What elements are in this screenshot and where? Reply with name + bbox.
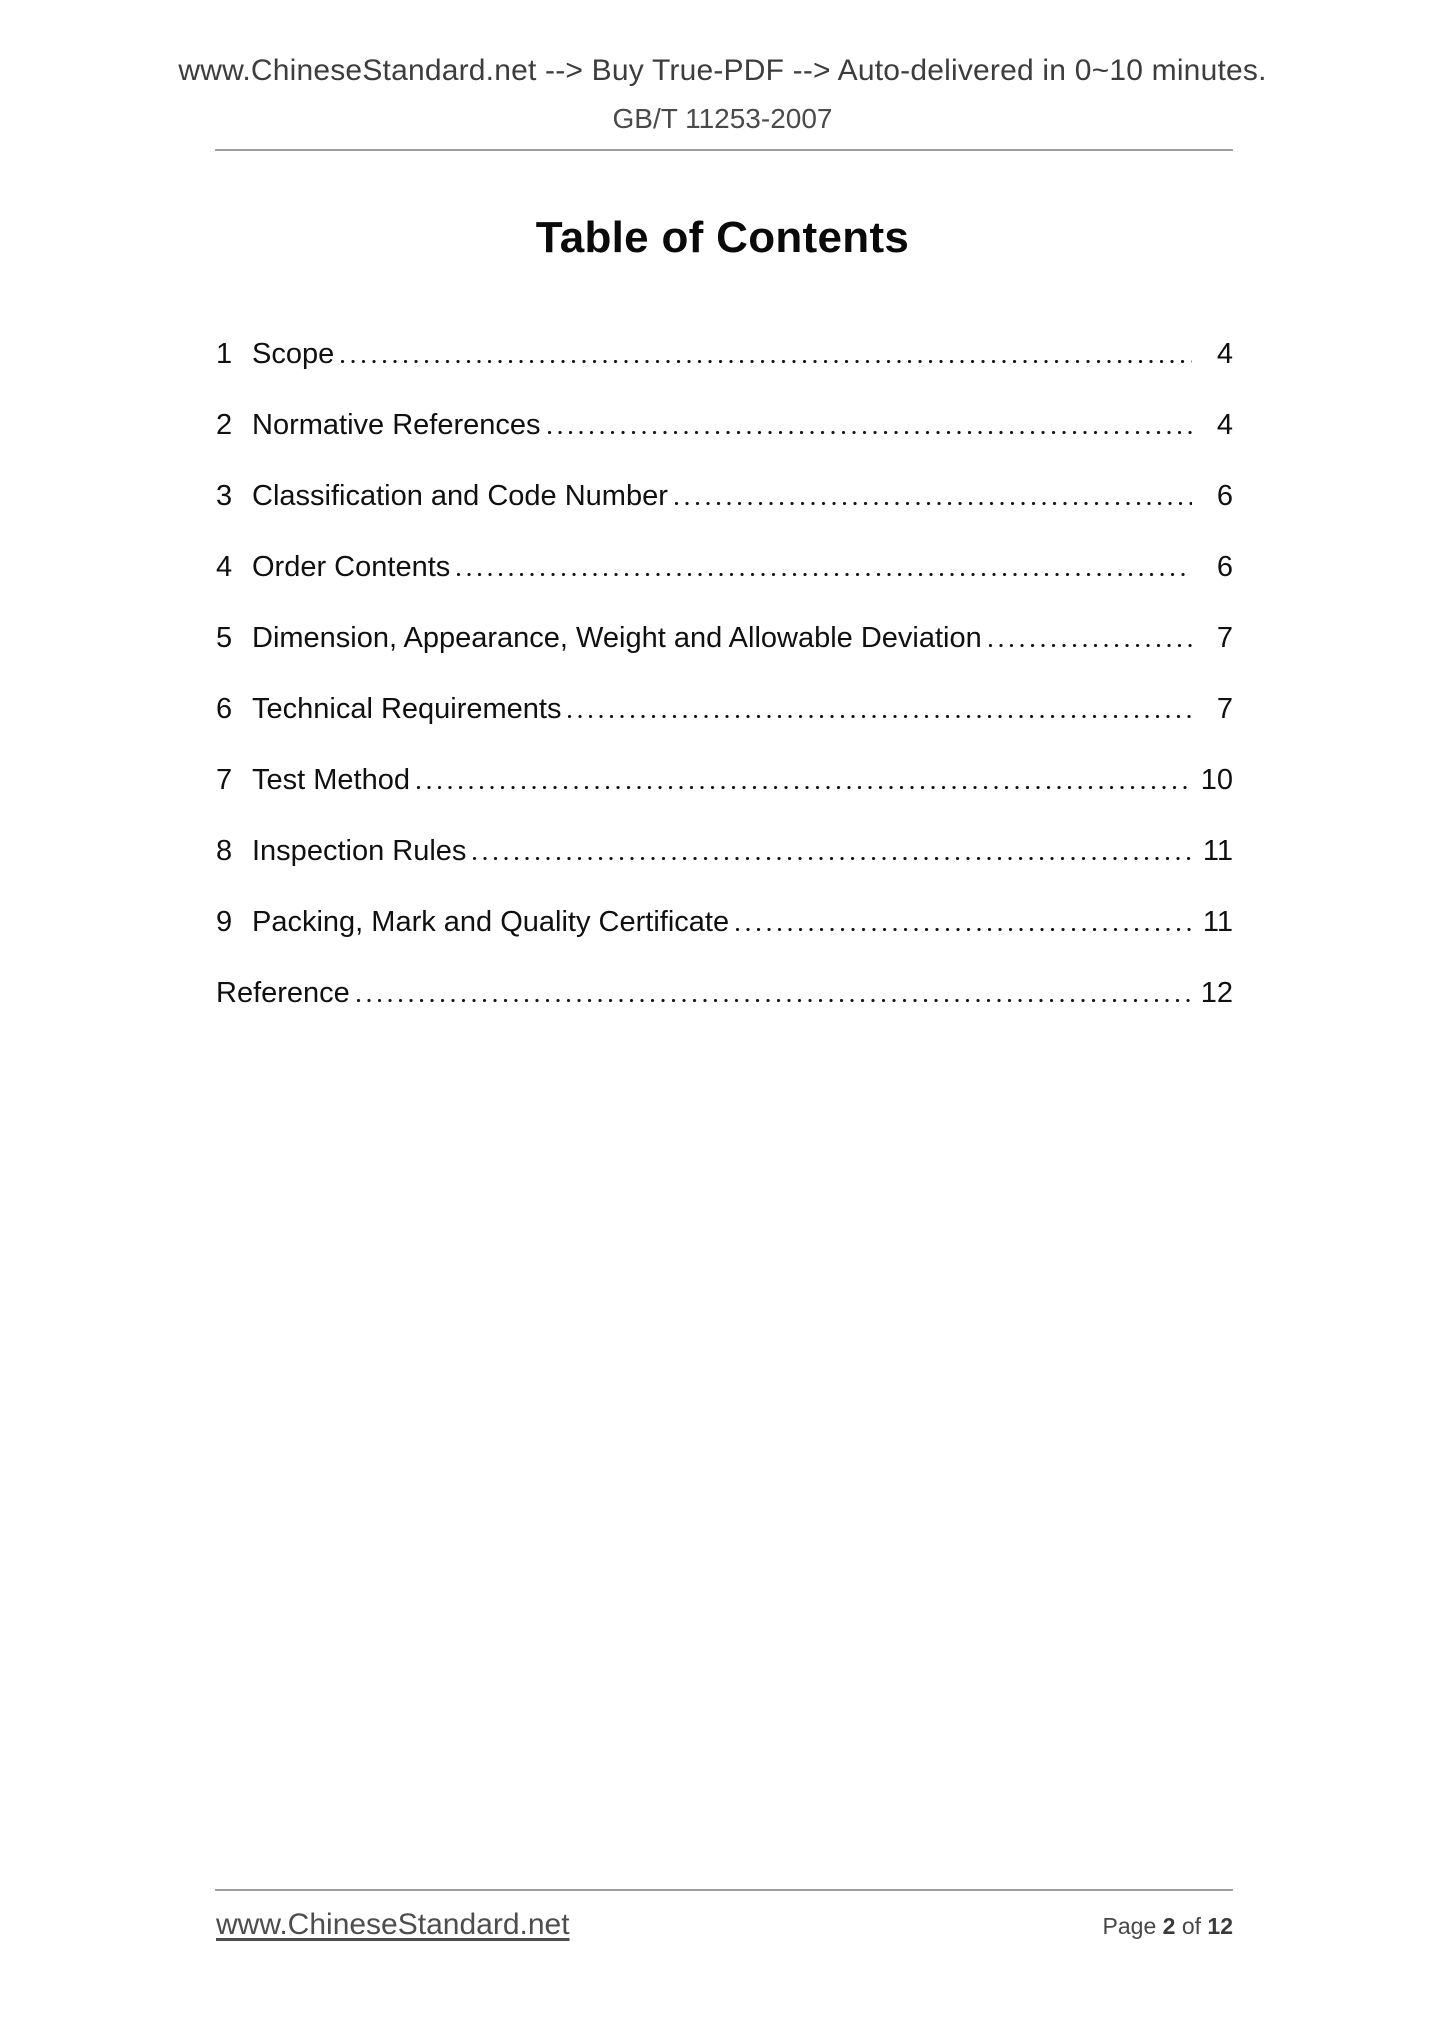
toc-entry-number: 5 bbox=[216, 622, 233, 654]
toc-entry-label: Scope bbox=[252, 338, 335, 370]
toc-entry-page-number: 11 bbox=[1202, 906, 1233, 938]
toc-entry bbox=[216, 906, 1233, 977]
footer-divider bbox=[215, 1889, 1233, 1891]
toc-entry-label: Packing, Mark and Quality Certificate bbox=[252, 906, 730, 938]
toc-entry-page-number: 4 bbox=[1216, 409, 1233, 441]
toc-entry-page-number: 11 bbox=[1202, 835, 1233, 867]
footer-page-of: of bbox=[1181, 1913, 1202, 1939]
toc-entry-page-number: 6 bbox=[1216, 480, 1233, 512]
toc-entry-page-number: 7 bbox=[1216, 622, 1233, 654]
toc-dot-leader bbox=[568, 715, 1192, 718]
toc-entry-page-number: 4 bbox=[1216, 338, 1233, 370]
toc-entry bbox=[216, 764, 1233, 835]
toc-entry-number: 2 bbox=[216, 409, 233, 441]
toc-entry-label: Classification and Code Number bbox=[252, 480, 668, 512]
toc-dot-leader bbox=[989, 644, 1192, 647]
toc-list bbox=[216, 338, 1233, 1048]
footer-page-indicator bbox=[1103, 1913, 1233, 1940]
toc-entry-number: 3 bbox=[216, 480, 233, 512]
toc-entry bbox=[216, 622, 1233, 693]
toc-entry bbox=[216, 551, 1233, 622]
toc-entry-page-number: 6 bbox=[1216, 551, 1233, 583]
toc-entry bbox=[216, 409, 1233, 480]
toc-entry-number: 7 bbox=[216, 764, 233, 796]
toc-entry-number: 6 bbox=[216, 693, 233, 725]
header-banner-text: www.ChineseStandard.net --> Buy True-PDF --> Auto-delivered in 0~10 minutes. bbox=[178, 54, 1267, 87]
toc-dot-leader bbox=[675, 502, 1192, 505]
toc-entry-page-number: 12 bbox=[1200, 977, 1233, 1009]
footer-site-link[interactable]: www.ChineseStandard.net bbox=[216, 1908, 570, 1941]
toc-entry-label: Dimension, Appearance, Weight and Allowable Deviation bbox=[252, 622, 982, 654]
toc-entry-label: Reference bbox=[216, 977, 350, 1009]
toc-dot-leader bbox=[417, 786, 1192, 789]
toc-dot-leader bbox=[341, 360, 1192, 363]
toc-entry bbox=[216, 977, 1233, 1048]
toc-dot-leader bbox=[548, 431, 1193, 434]
toc-dot-leader bbox=[736, 928, 1192, 931]
toc-entry bbox=[216, 693, 1233, 764]
footer-page-current: 2 bbox=[1162, 1913, 1176, 1939]
footer-page-prefix: Page bbox=[1102, 1913, 1157, 1939]
toc-entry-label: Normative References bbox=[252, 409, 541, 441]
toc-entry-label: Test Method bbox=[252, 764, 410, 796]
toc-entry-page-number: 10 bbox=[1200, 764, 1233, 796]
toc-entry-number: 9 bbox=[216, 906, 233, 938]
toc-entry-label: Technical Requirements bbox=[252, 693, 562, 725]
footer bbox=[216, 1908, 1233, 1942]
toc-entry bbox=[216, 835, 1233, 906]
toc-entry bbox=[216, 480, 1233, 551]
toc-dot-leader bbox=[357, 999, 1192, 1002]
toc-entry-label: Order Contents bbox=[252, 551, 451, 583]
toc-entry-number: 4 bbox=[216, 551, 233, 583]
toc-entry-number: 8 bbox=[216, 835, 233, 867]
header-doc-code: GB/T 11253-2007 bbox=[612, 103, 833, 134]
toc-entry-label: Inspection Rules bbox=[252, 835, 467, 867]
header-divider bbox=[215, 149, 1233, 151]
toc-dot-leader bbox=[457, 573, 1192, 576]
toc-entry-page-number: 7 bbox=[1216, 693, 1233, 725]
toc-dot-leader bbox=[473, 857, 1192, 860]
footer-page-total: 12 bbox=[1207, 1913, 1233, 1939]
toc-entry bbox=[216, 338, 1233, 409]
page-title: Table of Contents bbox=[535, 213, 910, 262]
toc-entry-number: 1 bbox=[216, 338, 233, 370]
